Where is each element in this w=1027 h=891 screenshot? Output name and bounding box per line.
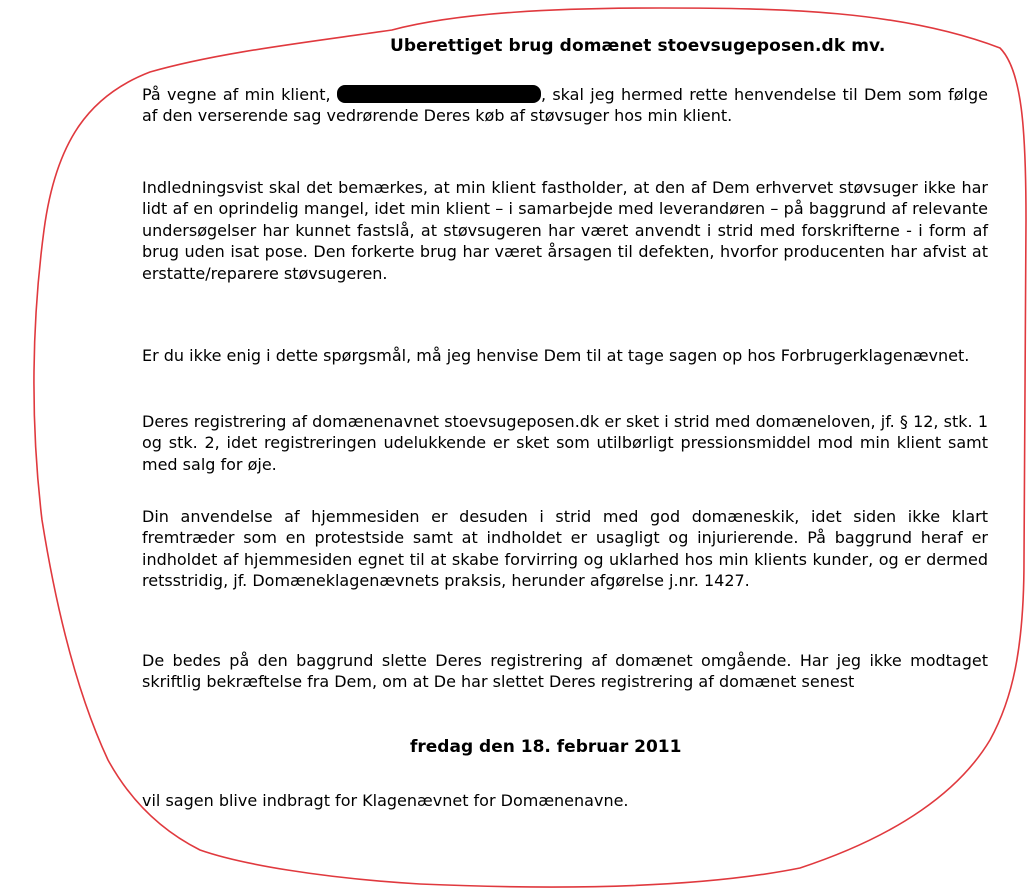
paragraph-defect: Indledningsvist skal det bemærkes, at min klient fastholder, at den af Dem erhvervet støvsuger ikke har lidt af en oprindelig mangel, idet min klient – i samarbejde med leverandøren – på baggrund af relevante undersøgelser har kunnet fastslå, at støvsugeren har været anvendt i strid med forskrifterne - i form af brug uden isat pose. Den forkerte brug har været årsagen til defekten, hvorfor producenten har afvist at erstatte/reparere støvsugeren. xyxy=(142,178,988,283)
intro-text-end: , skal jeg hermed rette henvendelse til Dem som følge af den verserende sag vedrørende Deres køb af støvsuger hos min klient. xyxy=(142,85,988,126)
intro-text-start: På vegne af min klient, xyxy=(142,85,337,104)
redacted-client-name xyxy=(337,85,541,103)
deadline-date: fredag den 18. februar 2011 xyxy=(410,737,682,757)
intro-paragraph xyxy=(142,84,988,127)
paragraph-domain-usage: Din anvendelse af hjemmesiden er desuden i strid med god domæneskik, idet siden ikke klart fremtræder som en protestside samt at indholdet er usagligt og injurierende. På baggrund heraf er indholdet af hjemmesiden egnet til at skabe forvirring og uklarhed hos min klients kunder, og er dermed retsstridig, jf. Domæneklagenævnets praksis, herunder afgørelse j.nr. 1427. xyxy=(142,507,988,591)
closing-line: vil sagen blive indbragt for Klagenævnet for Domænenavne. xyxy=(142,791,629,810)
paragraph-domain-registration: Deres registrering af domænenavnet stoevsugeposen.dk er sket i strid med domæneloven, jf. § 12, stk. 1 og stk. 2, idet registreringen udelukkende er sket som utilbørligt pressionsmiddel mod min klient samt med salg for øje. xyxy=(142,412,988,474)
letter-subject: Uberettiget brug domænet stoevsugeposen.dk mv. xyxy=(390,36,886,56)
paragraph-complaint-board: Er du ikke enig i dette spørgsmål, må jeg henvise Dem til at tage sagen op hos Forbrugerklagenævnet. xyxy=(142,346,970,365)
paragraph-deletion-request: De bedes på den baggrund slette Deres registrering af domænet omgående. Har jeg ikke modtaget skriftlig bekræftelse fra Dem, om at De har slettet Deres registrering af domænet senest xyxy=(142,651,988,692)
